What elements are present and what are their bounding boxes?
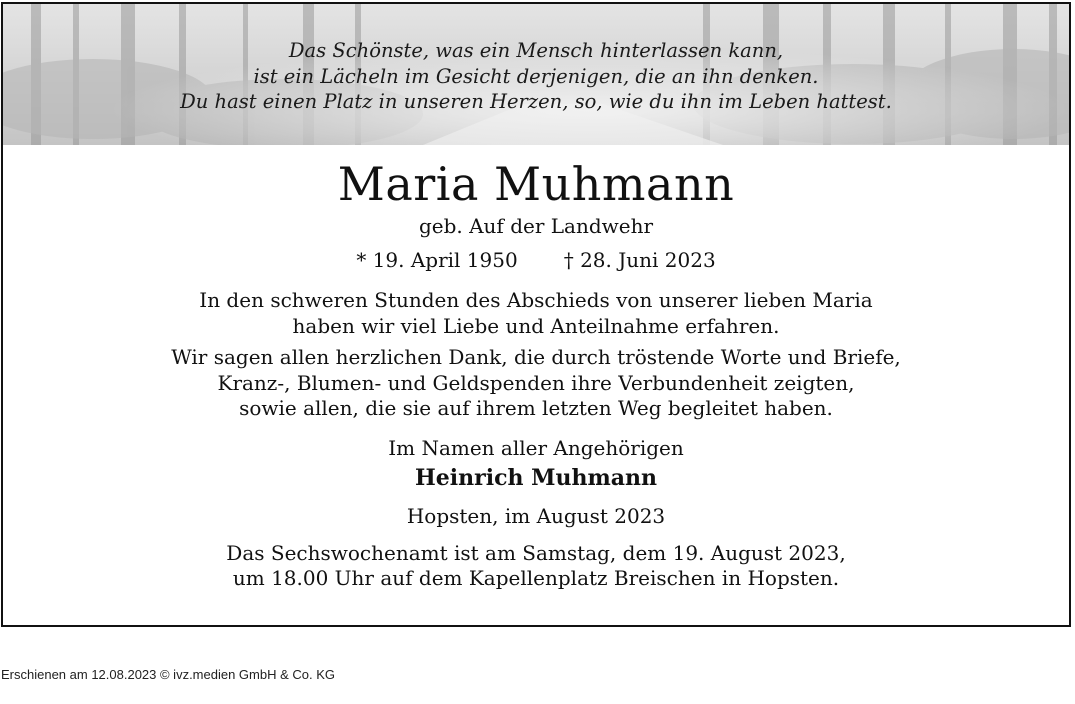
obituary-notice bbox=[1, 2, 1071, 627]
memorial-quote bbox=[3, 38, 1069, 115]
publication-footer: Erschienen am 12.08.2023 © ivz.medien GmbH & Co. KG bbox=[1, 667, 336, 682]
deceased-name: Maria Muhmann bbox=[337, 157, 735, 211]
text-line: Kranz-, Blumen- und Geldspenden ihre Verbundenheit zeigten, bbox=[217, 370, 855, 395]
text-line: Wir sagen allen herzlichen Dank, die durch tröstende Worte und Briefe, bbox=[171, 345, 901, 369]
text-line: haben wir viel Liebe und Anteilnahme erfahren. bbox=[292, 313, 780, 338]
place-date: Hopsten, im August 2023 bbox=[406, 503, 666, 528]
forest-banner bbox=[3, 4, 1069, 145]
thanks-paragraph-2 bbox=[3, 345, 1069, 422]
signature-intro: Im Namen aller Angehörigen bbox=[388, 435, 684, 460]
quote-line: ist ein Lächeln im Gesicht derjenigen, die an ihn denken. bbox=[253, 64, 819, 88]
signature-name: Heinrich Muhmann bbox=[415, 464, 657, 491]
service-info bbox=[3, 541, 1069, 592]
text-line: In den schweren Stunden des Abschieds von unserer lieben Maria bbox=[199, 288, 873, 312]
thanks-paragraph-1 bbox=[3, 288, 1069, 339]
life-dates bbox=[3, 247, 1069, 273]
birth-date: * 19. April 1950 bbox=[356, 248, 518, 272]
text-line: sowie allen, die sie auf ihrem letzten Weg begleitet haben. bbox=[239, 396, 833, 420]
quote-line: Du hast einen Platz in unseren Herzen, so, wie du ihn im Leben hattest. bbox=[180, 90, 892, 113]
death-date: † 28. Juni 2023 bbox=[563, 248, 716, 272]
quote-line: Das Schönste, was ein Mensch hinterlassen kann, bbox=[288, 39, 784, 62]
text-line: um 18.00 Uhr auf dem Kapellenplatz Breischen in Hopsten. bbox=[232, 566, 840, 590]
text-line: Das Sechswochenamt ist am Samstag, dem 19. August 2023, bbox=[226, 540, 846, 565]
notice-body bbox=[3, 145, 1069, 592]
maiden-name: geb. Auf der Landwehr bbox=[418, 214, 654, 238]
